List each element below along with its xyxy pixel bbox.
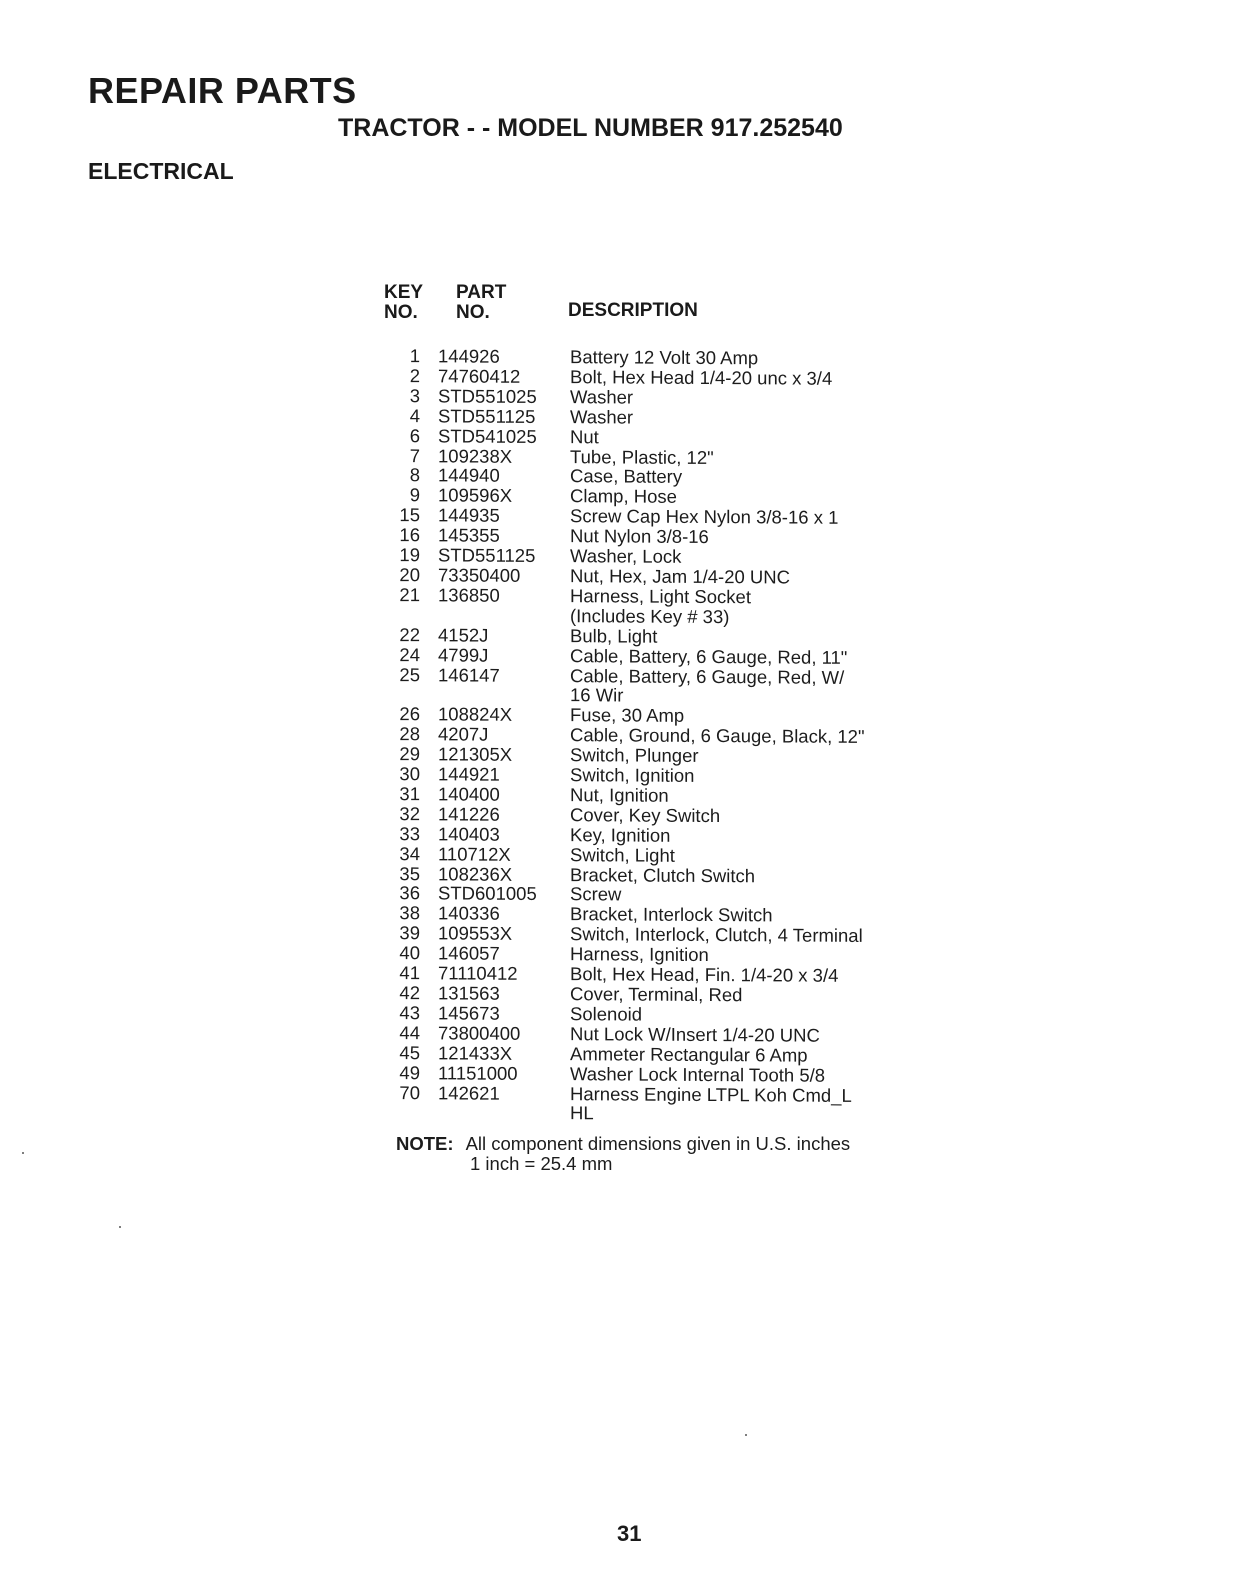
description-line: HL xyxy=(570,1102,594,1124)
description-line: Cover, Key Switch xyxy=(570,804,721,826)
key-number: 31 xyxy=(399,783,420,805)
part-number: 109238X xyxy=(438,444,513,467)
part-number: 73350400 xyxy=(438,564,521,586)
parts-row xyxy=(380,1083,940,1126)
description-line: Fuse, 30 Amp xyxy=(570,704,685,727)
description-line: Cable, Battery, 6 Gauge, Red, W/ xyxy=(570,664,845,688)
description-line: Solenoid xyxy=(570,1003,643,1025)
key-number: 19 xyxy=(399,544,420,566)
column-header-key-line2: NO. xyxy=(384,302,418,323)
key-number: 25 xyxy=(399,663,420,685)
description-line: Case, Battery xyxy=(570,465,683,488)
description-line: Bolt, Hex Head, Fin. 1/4-20 x 3/4 xyxy=(570,963,839,986)
part-number: 109553X xyxy=(438,922,513,945)
part-description xyxy=(554,1084,940,1126)
description-line: Harness, Light Socket xyxy=(570,585,751,608)
page-number: 31 xyxy=(617,1521,642,1546)
part-number: 74760412 xyxy=(438,365,521,387)
description-line: 16 Wir xyxy=(570,684,624,706)
description-line: Cable, Ground, 6 Gauge, Black, 12" xyxy=(570,724,865,748)
section-heading: ELECTRICAL xyxy=(88,158,234,184)
description-line: (Includes Key # 33) xyxy=(570,604,730,627)
description-line: Cable, Battery, 6 Gauge, Red, 11" xyxy=(570,644,848,668)
parts-row xyxy=(380,665,940,708)
key-number: 24 xyxy=(399,643,420,665)
description-line: Nut xyxy=(570,425,599,447)
parts-row xyxy=(380,585,940,628)
part-number: STD541025 xyxy=(438,424,537,447)
key-number: 6 xyxy=(409,424,420,446)
description-line: Switch, Plunger xyxy=(570,744,699,767)
description-line: Nut, Hex, Jam 1/4-20 UNC xyxy=(570,565,791,588)
key-number: 30 xyxy=(399,763,420,785)
key-number: 3 xyxy=(409,384,420,407)
description-line: Washer xyxy=(570,405,634,428)
description-line: Harness Engine LTPL Koh Cmd_L xyxy=(570,1082,852,1106)
description-line: Washer xyxy=(570,385,634,408)
key-number: 16 xyxy=(399,524,420,546)
column-header-part xyxy=(456,283,506,323)
key-number: 7 xyxy=(409,444,420,466)
scan-speck xyxy=(119,1226,121,1228)
part-number: 144935 xyxy=(438,504,500,526)
key-number: 15 xyxy=(399,504,420,526)
part-number: 121305X xyxy=(438,743,513,765)
scan-speck xyxy=(745,1434,747,1436)
description-line: Bracket, Interlock Switch xyxy=(570,903,773,926)
column-header-part-line1: PART xyxy=(456,282,507,303)
column-header-key xyxy=(384,283,423,323)
key-number: 28 xyxy=(399,723,420,745)
key-number: 8 xyxy=(409,464,420,486)
key-number: 42 xyxy=(399,982,420,1004)
scan-speck xyxy=(22,1152,24,1154)
part-number: 108236X xyxy=(438,862,513,885)
key-number: 9 xyxy=(409,484,420,506)
part-number: 121433X xyxy=(438,1042,513,1064)
key-number: 22 xyxy=(399,623,420,645)
part-number: 144940 xyxy=(438,464,500,487)
key-number: 43 xyxy=(399,1002,420,1024)
part-number: 136850 xyxy=(438,584,500,606)
part-number: 4799J xyxy=(438,643,489,666)
part-number: 11151000 xyxy=(438,1061,518,1084)
part-number: STD551125 xyxy=(438,405,536,427)
part-number: 144921 xyxy=(438,763,500,785)
description-line: Switch, Light xyxy=(570,843,675,866)
key-number: 49 xyxy=(399,1061,420,1083)
description-line: Bulb, Light xyxy=(570,624,658,647)
key-number: 1 xyxy=(409,345,420,367)
part-number: 108824X xyxy=(438,703,513,726)
description-line: Screw Cap Hex Nylon 3/8-16 x 1 xyxy=(570,505,839,529)
description-line: Tube, Plastic, 12" xyxy=(570,445,714,468)
part-description xyxy=(554,586,940,628)
part-number: 145673 xyxy=(438,1002,500,1024)
key-number: 36 xyxy=(399,882,420,904)
part-number: STD551125 xyxy=(438,544,536,567)
key-number: 32 xyxy=(399,802,420,825)
key-number: 35 xyxy=(399,862,420,884)
key-number: 2 xyxy=(409,365,420,387)
description-line: Nut Lock W/Insert 1/4-20 UNC xyxy=(570,1022,820,1046)
part-number: 4152J xyxy=(438,624,489,646)
description-line: Washer, Lock xyxy=(570,545,682,567)
column-header-description: DESCRIPTION xyxy=(568,300,698,321)
key-number: 41 xyxy=(399,962,420,984)
description-line: Clamp, Hose xyxy=(570,485,677,508)
description-line: Washer Lock Internal Tooth 5/8 xyxy=(570,1062,826,1086)
part-number: 131563 xyxy=(438,982,500,1004)
page-title: REPAIR PARTS xyxy=(88,70,357,111)
note-text-line2: 1 inch = 25.4 mm xyxy=(470,1153,613,1174)
part-number: 146147 xyxy=(438,663,500,686)
part-number: 141226 xyxy=(438,803,500,825)
dimension-note xyxy=(396,1134,850,1174)
description-line: Harness, Ignition xyxy=(570,943,709,966)
key-number: 33 xyxy=(399,822,420,844)
part-description xyxy=(554,666,940,708)
description-line: Bolt, Hex Head 1/4-20 unc x 3/4 xyxy=(570,366,833,389)
key-number: 26 xyxy=(399,703,420,725)
part-number: 4207J xyxy=(438,723,489,745)
description-line: Switch, Interlock, Clutch, 4 Terminal xyxy=(570,923,863,947)
part-number: STD551025 xyxy=(438,385,537,407)
part-number: 140336 xyxy=(438,902,500,925)
part-number: 140400 xyxy=(438,783,500,805)
description-line: Cover, Terminal, Red xyxy=(570,983,743,1006)
part-number: 142621 xyxy=(438,1081,500,1104)
part-number: 73800400 xyxy=(438,1022,521,1044)
part-number: 144926 xyxy=(438,345,500,367)
key-number: 39 xyxy=(399,922,420,944)
description-line: Battery 12 Volt 30 Amp xyxy=(570,346,759,369)
part-number: 145355 xyxy=(438,524,500,546)
key-number: 21 xyxy=(399,583,420,606)
description-line: Nut, Ignition xyxy=(570,784,669,806)
column-header-part-line2: NO. xyxy=(456,302,490,323)
part-number: 110712X xyxy=(438,843,511,865)
part-number: 140403 xyxy=(438,823,500,845)
key-number: 40 xyxy=(399,942,420,964)
key-number: 44 xyxy=(399,1021,420,1044)
part-number: 146057 xyxy=(438,942,500,964)
description-line: Screw xyxy=(570,883,622,905)
key-number: 70 xyxy=(399,1081,420,1103)
key-number: 20 xyxy=(399,564,420,586)
key-number: 4 xyxy=(409,404,420,426)
description-line: Switch, Ignition xyxy=(570,764,695,786)
description-line: Bracket, Clutch Switch xyxy=(570,863,756,886)
description-line: Ammeter Rectangular 6 Amp xyxy=(570,1042,808,1066)
part-number: 109596X xyxy=(438,484,513,507)
key-number: 45 xyxy=(399,1041,420,1063)
part-number: STD601005 xyxy=(438,882,537,905)
description-line: Nut Nylon 3/8-16 xyxy=(570,525,709,548)
part-number: 71110412 xyxy=(438,962,518,984)
column-header-key-line1: KEY xyxy=(384,282,424,303)
model-subtitle: TRACTOR - - MODEL NUMBER 917.252540 xyxy=(338,114,843,142)
note-text-line1: All component dimensions given in U.S. inches xyxy=(465,1133,851,1154)
note-label: NOTE: xyxy=(396,1133,454,1154)
parts-table xyxy=(380,346,940,1126)
key-number: 29 xyxy=(399,743,420,765)
part-description xyxy=(554,407,940,429)
description-line: Key, Ignition xyxy=(570,823,671,846)
key-number: 38 xyxy=(399,902,420,924)
key-number: 34 xyxy=(399,842,420,864)
